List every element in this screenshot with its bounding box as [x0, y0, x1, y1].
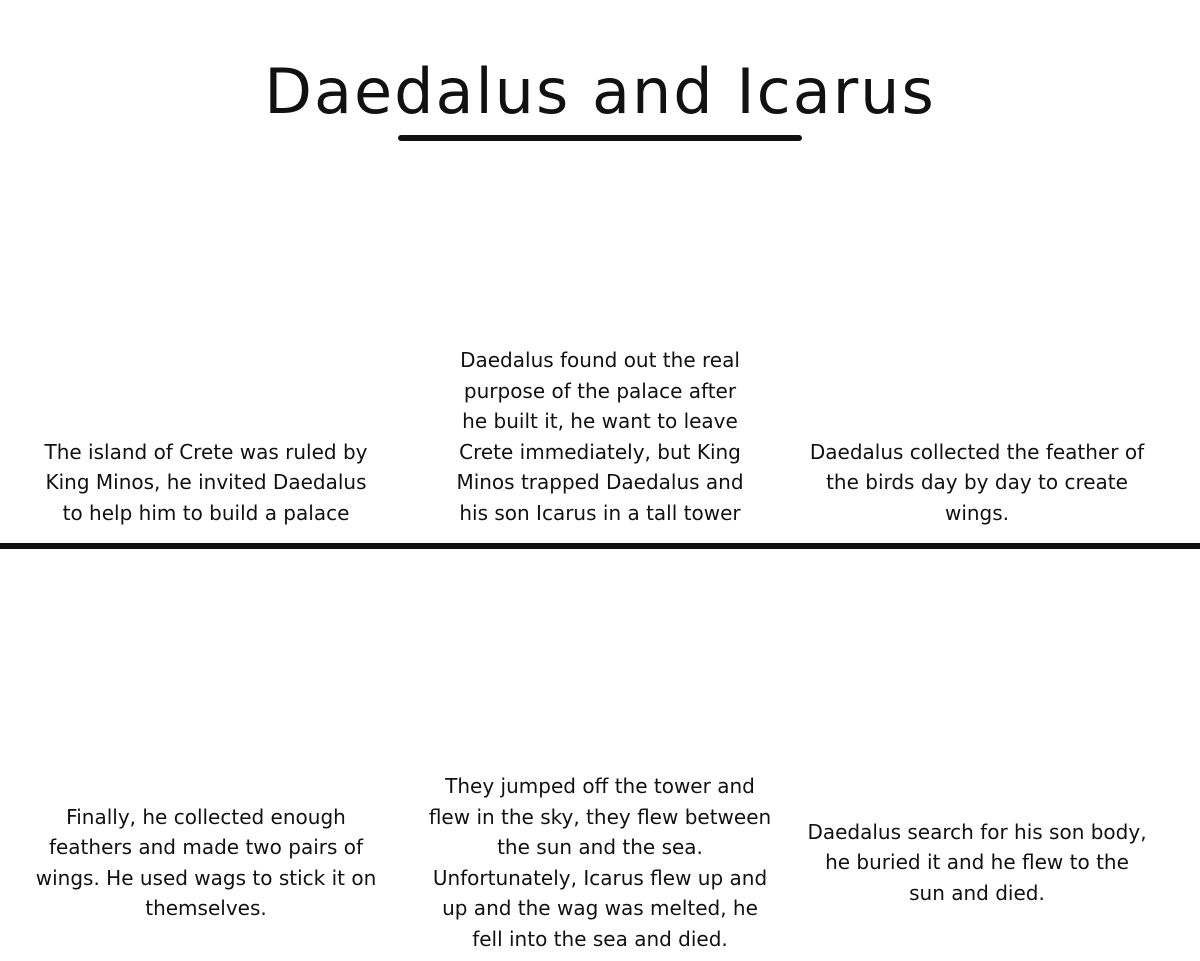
panel-3-text: Daedalus collected the feather of the birds day by day to create wings. — [809, 439, 1145, 525]
row-divider — [0, 543, 1200, 549]
storyboard-panel-1 — [30, 340, 382, 528]
storyboard-panel-3 — [800, 340, 1154, 528]
panel-1-text: The island of Crete was ruled by King Minos, he invited Daedalus to help him to build a palace — [44, 439, 368, 525]
panel-5-text: They jumped off the tower and flew in the sky, they flew between the sun and the sea. Unfortunately, Icarus flew up and up and the wag was melted, he fell into the sea and died. — [428, 774, 772, 951]
storyboard-panel-4 — [30, 770, 382, 955]
title-underline — [398, 135, 802, 141]
page-title: Daedalus and Icarus — [264, 55, 936, 128]
storyboard-panel-2 — [424, 340, 776, 528]
panel-2-text: Daedalus found out the real purpose of the palace after he built it, he want to leave Crete immediately, but King Minos trapped Daedalus and his son Icarus in a tall tower — [456, 348, 744, 525]
storyboard-panel-5 — [424, 770, 776, 955]
storyboard-panel-6 — [800, 770, 1154, 955]
panel-6-text: Daedalus search for his son body, he buried it and he flew to the sun and died. — [807, 819, 1147, 905]
panel-4-text: Finally, he collected enough feathers and made two pairs of wings. He used wags to stick it on themselves. — [35, 804, 377, 920]
